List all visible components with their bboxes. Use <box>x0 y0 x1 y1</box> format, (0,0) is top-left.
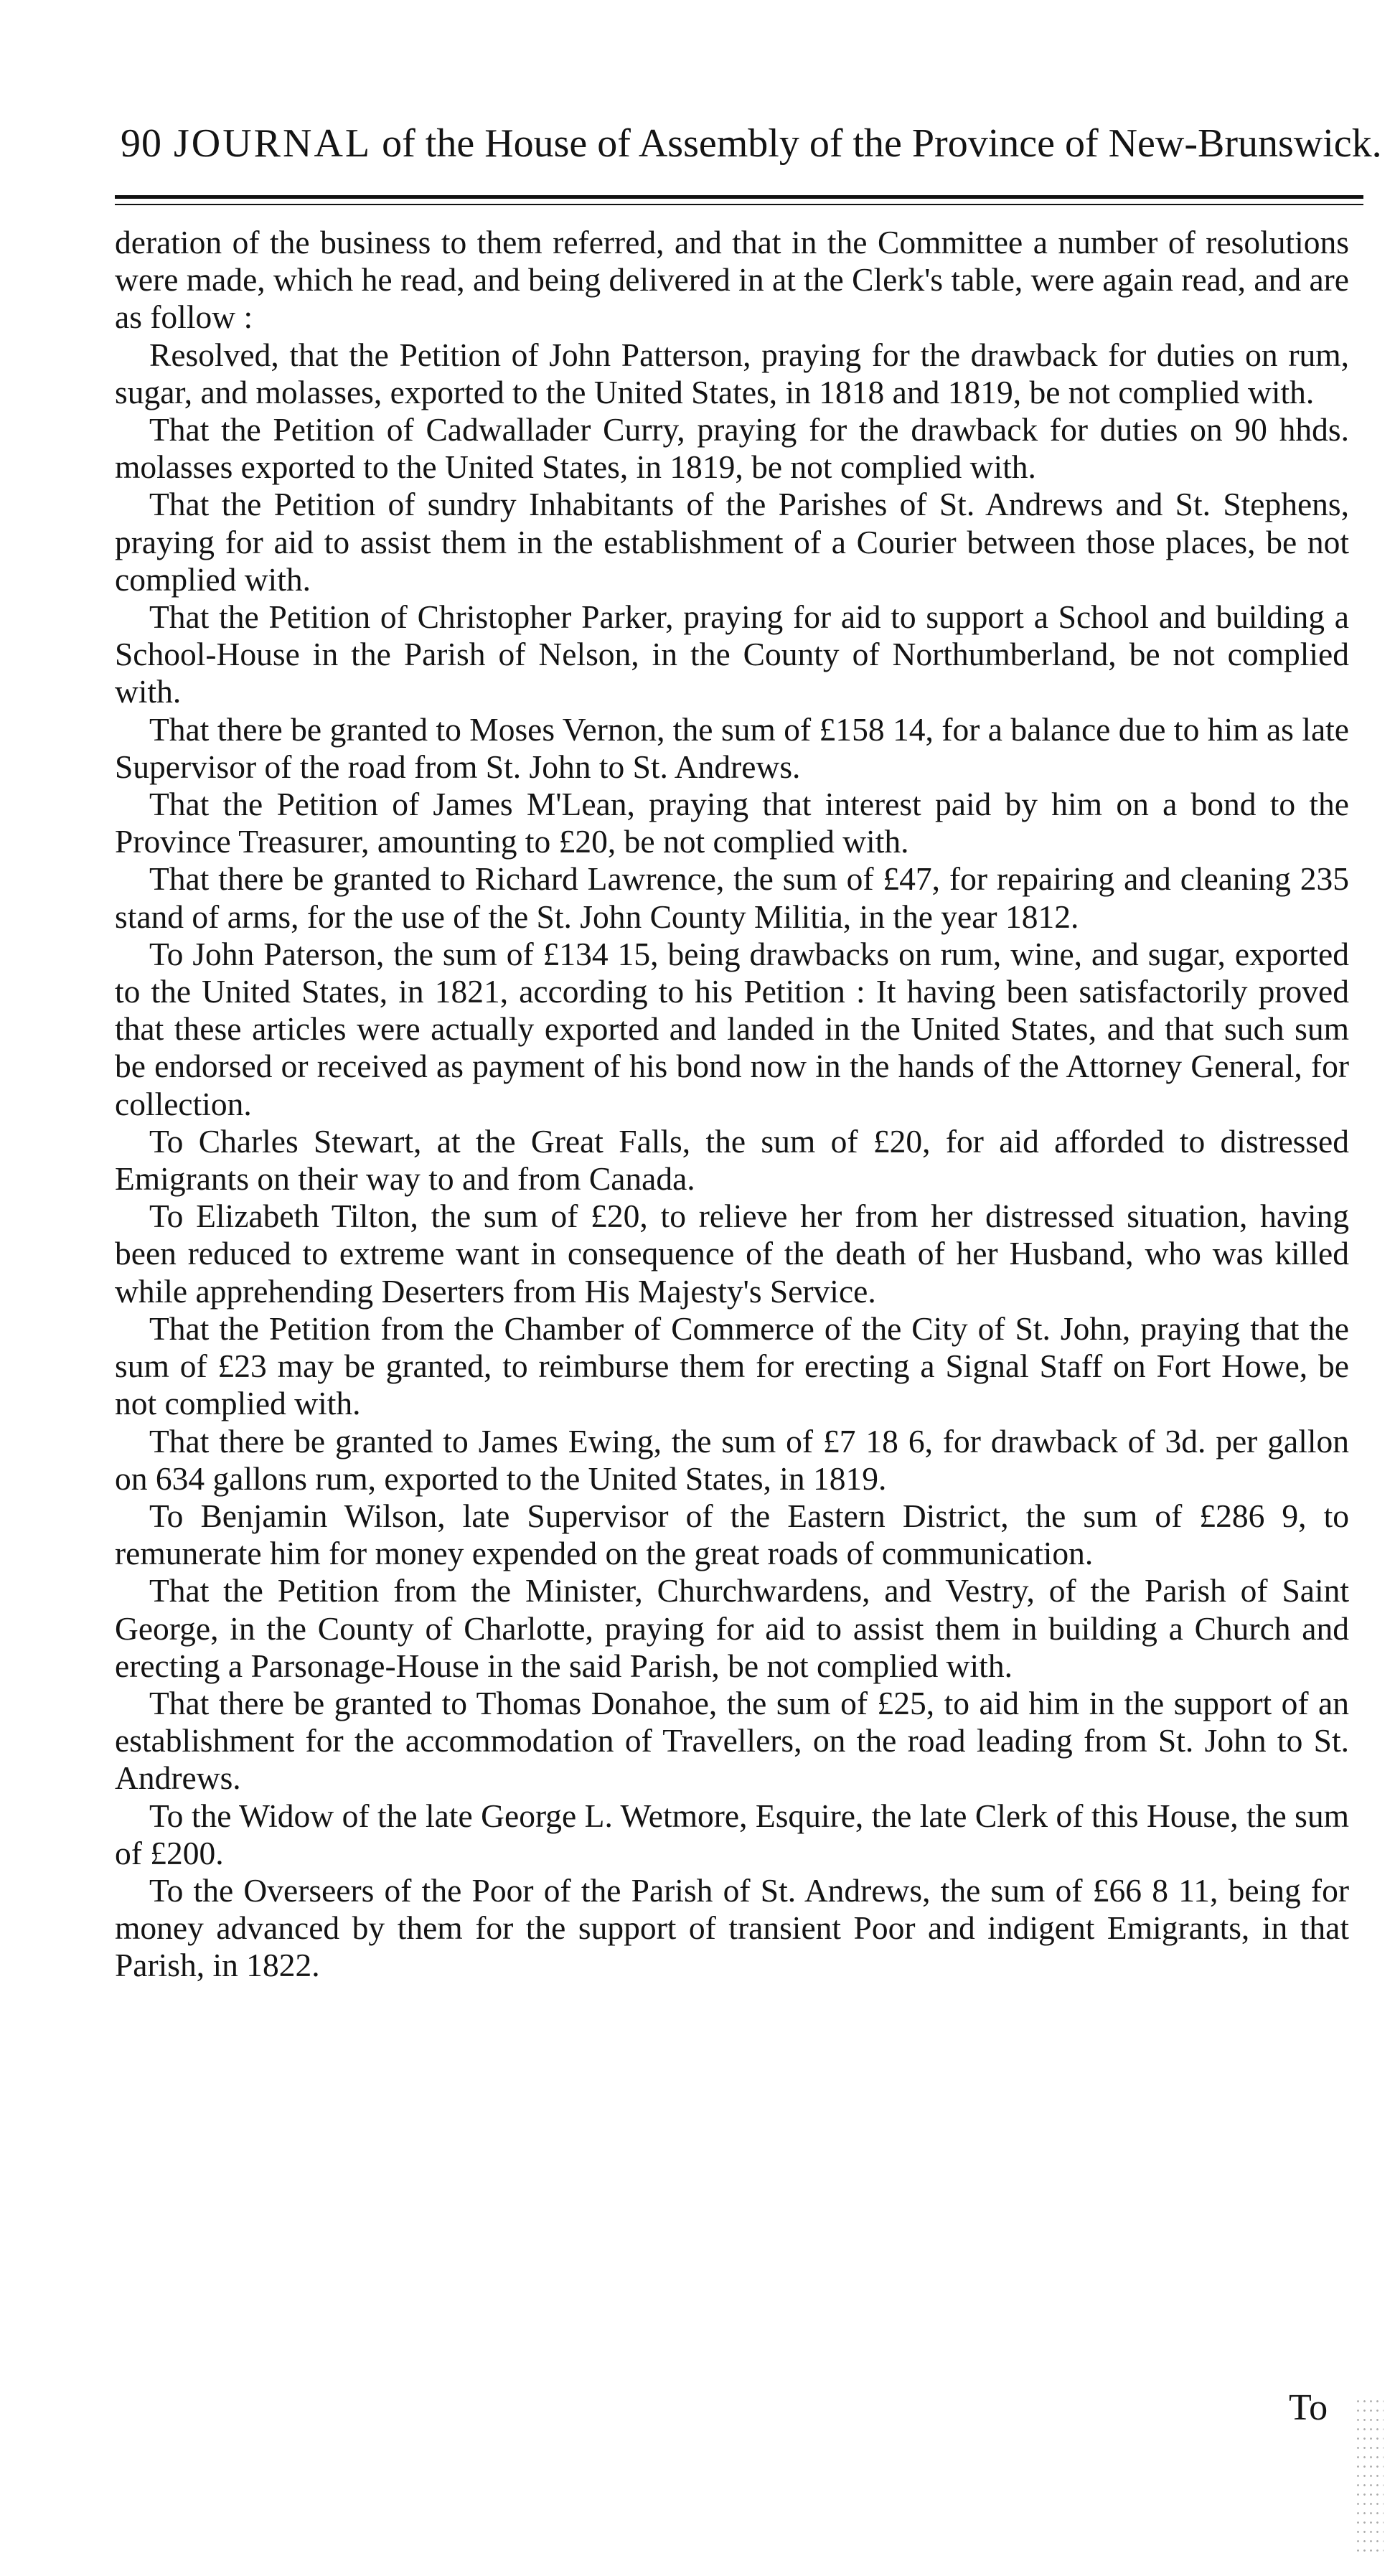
running-title <box>174 121 1382 166</box>
resolution-lawrence-arms: That there be granted to Richard Lawrence, the sum of £47, for repairing and cleaning 235 stand of arms, for the use of the St. John County Militia, in the year 1812. <box>115 860 1349 935</box>
resolution-wilson-roads: To Benjamin Wilson, late Supervisor of the Eastern District, the sum of £286 9, to remunerate him for money expended on the great roads of communication. <box>115 1497 1349 1572</box>
page-number: 90 <box>121 121 162 166</box>
resolution-ewing-drawback: That there be granted to James Ewing, the sum of £7 18 6, for drawback of 3d. per gallon on 634 gallons rum, exported to the United States, in 1819. <box>115 1422 1349 1497</box>
running-header <box>121 121 1382 185</box>
resolution-courier-petition: That the Petition of sundry Inhabitants of the Parishes of St. Andrews and St. Stephens, praying for aid to assist them in the establishment of a Courier between those places, be not complied with. <box>115 486 1349 598</box>
resolution-chamber-signal-staff: That the Petition from the Chamber of Commerce of the City of St. John, praying that the sum of £23 may be granted, to reimburse them for erecting a Signal Staff on Fort Howe, be not complied with. <box>115 1310 1349 1422</box>
resolution-wetmore-widow: To the Widow of the late George L. Wetmore, Esquire, the late Clerk of this House, the sum of £200. <box>115 1797 1349 1871</box>
catchword: To <box>1289 2387 1328 2428</box>
resolution-saint-george-church: That the Petition from the Minister, Churchwardens, and Vestry, of the Parish of Saint George, in the County of Charlotte, praying for aid to assist them in building a Church and erecting a Parsonage-House in the said Parish, be not complied with. <box>115 1572 1349 1684</box>
paragraph-continued: deration of the business to them referred, and that in the Committee a number of resolutions were made, which he read, and being delivered in at the Clerk's table, were again read, and are as follow : <box>115 224 1349 336</box>
resolution-parker-school: That the Petition of Christopher Parker, praying for aid to support a School and building a School-House in the Parish of Nelson, in the County of Northumberland, be not complied with. <box>115 598 1349 710</box>
header-rule-thick <box>115 195 1363 199</box>
running-title-journal: JOURNAL <box>174 121 372 166</box>
journal-body <box>115 224 1349 1985</box>
page-edge-specks <box>1355 2397 1384 2554</box>
resolution-patterson-drawback: Resolved, that the Petition of John Patterson, praying for the drawback for duties on rum, sugar, and molasses, exported to the United States, in 1818 and 1819, be not complied with. <box>115 336 1349 410</box>
header-rule-thin <box>115 204 1363 205</box>
resolution-vernon-grant: That there be granted to Moses Vernon, the sum of £158 14, for a balance due to him as late Supervisor of the road from St. John to St. Andrews. <box>115 710 1349 785</box>
resolution-stewart-emigrants: To Charles Stewart, at the Great Falls, the sum of £20, for aid afforded to distressed Emigrants on their way to and from Canada. <box>115 1122 1349 1198</box>
running-title-rest: of the House of Assembly of the Province of New-Brunswick. <box>382 121 1382 166</box>
resolution-mclean-interest: That the Petition of James M'Lean, praying that interest paid by him on a bond to the Province Treasurer, amounting to £20, be not complied with. <box>115 786 1349 860</box>
resolution-tilton-relief: To Elizabeth Tilton, the sum of £20, to relieve her from her distressed situation, having been reduced to extreme want in consequence of the death of her Husband, who was killed while apprehending Deserters from His Majesty's Service. <box>115 1198 1349 1310</box>
resolution-donahoe-travellers: That there be granted to Thomas Donahoe, the sum of £25, to aid him in the support of an establishment for the accommodation of Travellers, on the road leading from St. John to St. Andrews. <box>115 1684 1349 1797</box>
resolution-paterson-drawbacks: To John Paterson, the sum of £134 15, being drawbacks on rum, wine, and sugar, exported to the United States, in 1821, according to his Petition : It having been satisfactorily proved that these articles were actually exported and landed in the United States, and that such sum be endorsed or received as payment of his bond now in the hands of the Attorney General, for collection. <box>115 935 1349 1122</box>
resolution-overseers-poor: To the Overseers of the Poor of the Parish of St. Andrews, the sum of £66 8 11, being for money advanced by them for the support of transient Poor and indigent Emigrants, in that Parish, in 1822. <box>115 1871 1349 1984</box>
resolution-curry-drawback: That the Petition of Cadwallader Curry, praying for the drawback for duties on 90 hhds. molasses exported to the United States, in 1819, be not complied with. <box>115 411 1349 486</box>
